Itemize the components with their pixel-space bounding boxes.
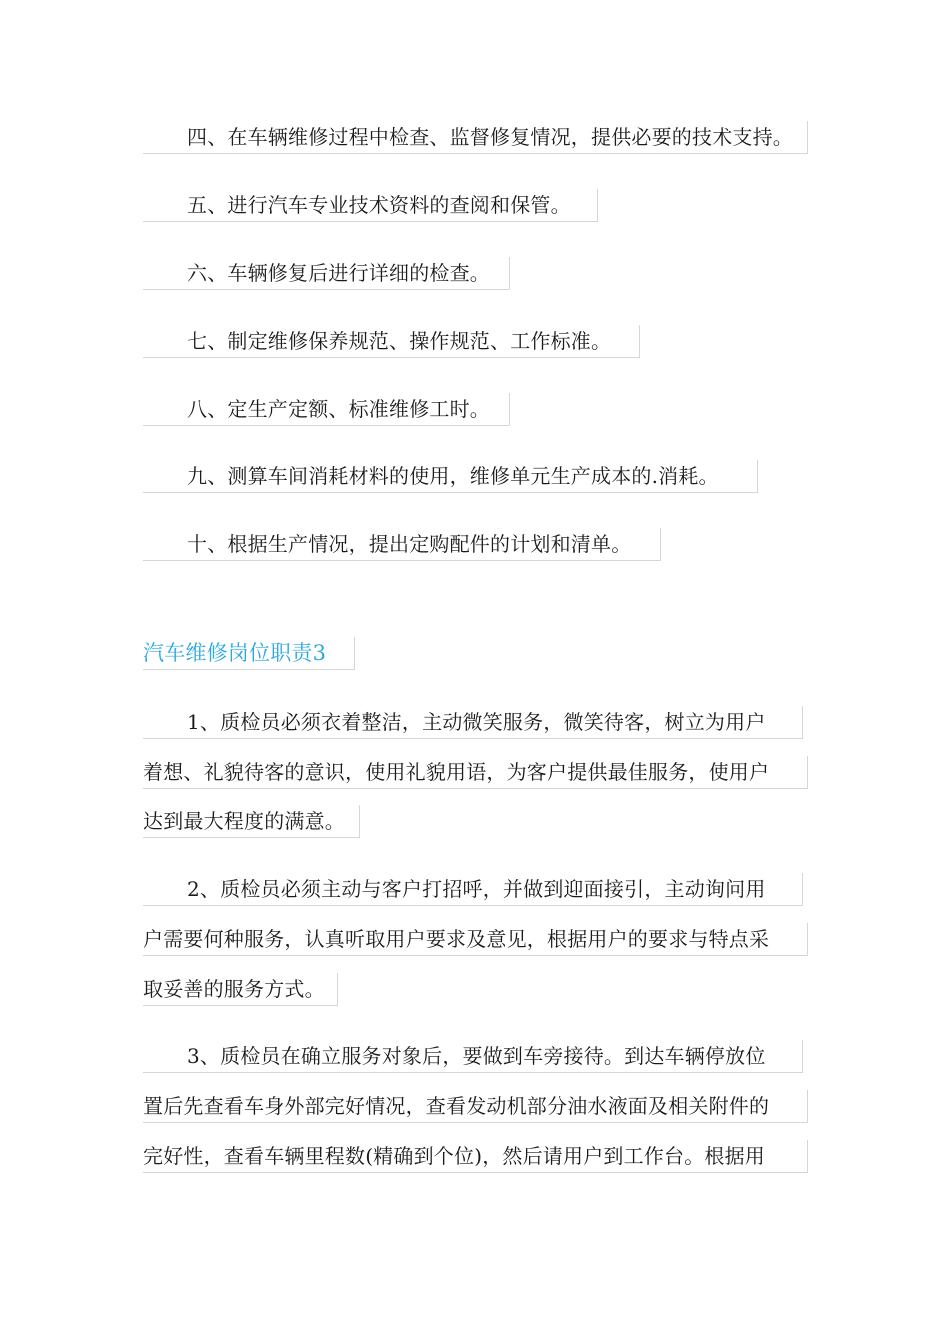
- paragraph-2-line-3: 取妥善的服务方式。: [143, 973, 338, 1006]
- duty-item-9: 九、测算车间消耗材料的使用，维修单元生产成本的.消耗。: [143, 460, 758, 493]
- duty-item-5: 五、进行汽车专业技术资料的查阅和保管。: [143, 189, 598, 222]
- paragraph-3-line-1: 3、质检员在确立服务对象后，要做到车旁接待。到达车辆停放位: [143, 1040, 803, 1073]
- duty-item-10: 十、根据生产情况，提出定购配件的计划和清单。: [143, 528, 661, 561]
- duty-item-8: 八、定生产定额、标准维修工时。: [143, 393, 510, 426]
- paragraph-3-line-2: 置后先查看车身外部完好情况，查看发动机部分油水液面及相关附件的: [143, 1090, 808, 1123]
- paragraph-3-line-3: 完好性，查看车辆里程数(精确到个位)，然后请用户到工作台。根据用: [143, 1140, 808, 1173]
- duty-item-7: 七、制定维修保养规范、操作规范、工作标准。: [143, 325, 640, 358]
- paragraph-2-line-1: 2、质检员必须主动与客户打招呼，并做到迎面接引，主动询问用: [143, 873, 803, 906]
- paragraph-2-line-2: 户需要何种服务，认真听取用户要求及意见，根据用户的要求与特点采: [143, 923, 808, 956]
- duty-item-6: 六、车辆修复后进行详细的检查。: [143, 257, 510, 290]
- section-heading: 汽车维修岗位职责3: [143, 637, 355, 670]
- paragraph-1-line-2: 着想、礼貌待客的意识，使用礼貌用语，为客户提供最佳服务，使用户: [143, 756, 808, 789]
- paragraph-1-line-1: 1、质检员必须衣着整洁，主动微笑服务，微笑待客，树立为用户: [143, 706, 803, 739]
- duty-item-4: 四、在车辆维修过程中检查、监督修复情况，提供必要的技术支持。: [143, 121, 808, 154]
- paragraph-1-line-3: 达到最大程度的满意。: [143, 805, 360, 838]
